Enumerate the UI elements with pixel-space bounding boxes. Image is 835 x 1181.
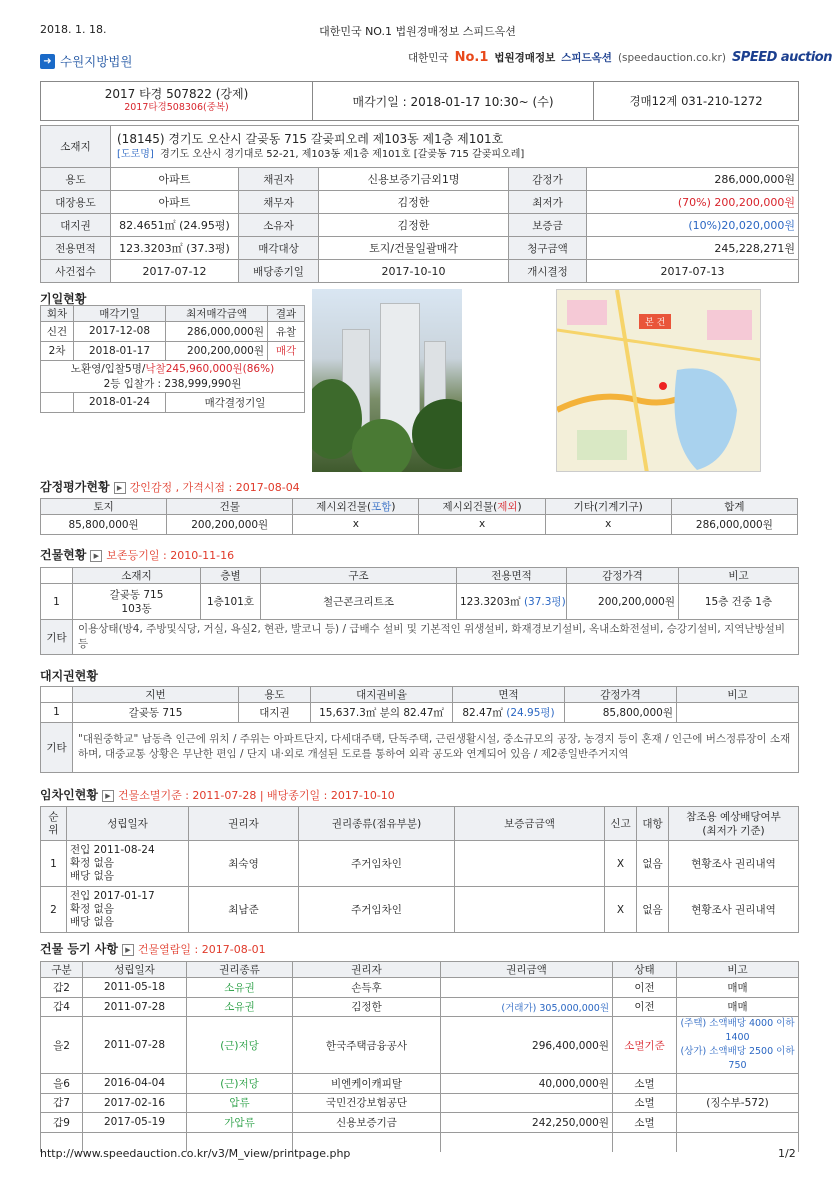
area	[457, 584, 567, 620]
col-header: 순위	[41, 807, 67, 841]
row-number: 1	[41, 703, 73, 723]
right-amount: (거래가) 305,000,000원	[441, 997, 613, 1017]
col-header: 감정가격	[567, 568, 679, 584]
building-location	[73, 584, 201, 620]
right-type: (근)저당	[187, 1017, 293, 1074]
dividend: 현황조사 권리내역	[669, 841, 799, 887]
opposition: 없음	[637, 887, 669, 933]
info-row	[41, 260, 799, 283]
logo-url: (speedauction.co.kr)	[617, 51, 726, 64]
col-header: 신고	[605, 807, 637, 841]
info-value: 245,228,271원	[587, 237, 799, 260]
info-label: 보증금	[509, 214, 587, 237]
registry-table	[40, 961, 799, 1152]
info-value: 아파트	[111, 191, 239, 214]
round: 2차	[41, 341, 74, 361]
building-etc: 이용상태(방4, 주방및식당, 거실, 욕실2, 현관, 발코니 등) / 급배수 설비 및 기본적인 위생설비, 화재경보기설비, 옥내소화전설비, 승강기설비, 지역난방설비 등	[73, 620, 799, 655]
cell: x	[293, 515, 419, 535]
right-type: 소유권	[187, 978, 293, 998]
tenant-sub: 건물소멸기준 : 2011-07-28 | 배당종기일 : 2017-10-10	[117, 789, 395, 802]
second-bid: 2등 입찰가 : 238,999,990원	[103, 377, 242, 390]
info-label: 대장용도	[41, 191, 111, 214]
case-duplicate[interactable]: 2017타경508306(중복)	[124, 102, 229, 113]
col-header	[293, 499, 419, 515]
col-header: 건물	[167, 499, 293, 515]
cell: 286,000,000원	[671, 515, 797, 535]
registry-date: 2017-02-16	[83, 1093, 187, 1113]
land-area	[453, 703, 565, 723]
right-holder: 한국주택금융공사	[293, 1017, 441, 1074]
registry-row	[41, 1017, 799, 1074]
row-number: 1	[41, 584, 73, 620]
col-header: 소재지	[73, 568, 201, 584]
col-header: 비고	[679, 568, 799, 584]
property-info-table	[40, 125, 799, 283]
info-value: 아파트	[111, 168, 239, 191]
area-pyeong: (37.3평)	[523, 596, 566, 608]
arrow-right-icon: ➜	[40, 54, 55, 69]
info-row	[41, 191, 799, 214]
header-part: )	[517, 501, 522, 513]
info-label: 채무자	[239, 191, 319, 214]
right-amount: 40,000,000원	[441, 1074, 613, 1094]
remark-line: (상가) 소액배당 2500 이하 750	[680, 1046, 795, 1071]
result: 유찰	[268, 322, 305, 342]
tenant-section-title	[40, 786, 395, 803]
registry-row	[41, 1074, 799, 1094]
court-link[interactable]	[40, 52, 132, 70]
registry-date: 2011-07-28	[83, 997, 187, 1017]
registry-no: 갑4	[41, 997, 83, 1017]
deposit	[455, 887, 605, 933]
right-amount: 296,400,000원	[441, 1017, 613, 1074]
land-etc: "대원중학교" 남동측 인근에 위치 / 주위는 아파트단지, 다세대주택, 단독주택, 근린생활시설, 중소규모의 공장, 농경지 등이 혼재 / 인근에 버스정류장이 소재하며, 대중교통 상황은 무난한 편임 / 단지 내·외로 개설된 도로를 통하여 외곽 공도와 연계되어 있음 / 제2종일반주거지역	[73, 722, 799, 772]
status: 소멸기준	[613, 1017, 677, 1074]
location-cell	[111, 126, 799, 168]
remarks: 매매	[677, 978, 799, 998]
right-holder: 신용보증기금	[293, 1113, 441, 1133]
status: 소멸	[613, 1074, 677, 1094]
info-row	[41, 168, 799, 191]
price: 200,200,000원	[166, 341, 268, 361]
remarks	[677, 703, 799, 723]
structure: 철근콘크리트조	[261, 584, 457, 620]
play-icon[interactable]: ▶	[102, 790, 114, 802]
col-header: 보증금금액	[455, 807, 605, 841]
footer-url: http://www.speedauction.co.kr/v3/M_view/printpage.php	[40, 1147, 351, 1160]
print-date: 2018. 1. 18.	[40, 23, 107, 36]
info-label: 채권자	[239, 168, 319, 191]
appraisal-table	[40, 498, 798, 535]
col-header: 용도	[239, 687, 311, 703]
area-value: 82.47㎡	[462, 706, 503, 719]
deposit: (10%)20,020,000원	[587, 214, 799, 237]
col-header: 매각기일	[74, 306, 166, 322]
right-type: 압류	[187, 1093, 293, 1113]
header-part: )	[391, 501, 396, 513]
header-part: 제외	[497, 501, 518, 513]
info-label: 사건접수	[41, 260, 111, 283]
col-header: 최저매각금액	[166, 306, 268, 322]
info-value: 2017-07-12	[111, 260, 239, 283]
tenant-table	[40, 806, 799, 933]
auction-section-title: 기일현황	[40, 292, 87, 306]
col-header: 감정가격	[565, 687, 677, 703]
registry-date: 2016-04-04	[83, 1074, 187, 1094]
info-value: 김정한	[319, 214, 509, 237]
case-number: 2017 타경 507822 (강제)	[104, 87, 249, 101]
etc-label: 기타	[41, 722, 73, 772]
date-line: 배당 없음	[70, 916, 114, 928]
col-header	[669, 807, 799, 841]
remark-line: 1400	[725, 1032, 750, 1043]
logo-brand-en: SPEED auction	[731, 50, 832, 65]
cell: 85,800,000원	[41, 515, 167, 535]
appraisal-row	[41, 515, 798, 535]
appraisal-section-title	[40, 478, 300, 495]
building-sub: 보존등기일 : 2010-11-16	[106, 549, 235, 562]
remarks	[677, 1113, 799, 1133]
land-section-title: 대지권현황	[40, 669, 98, 683]
remarks: 매매	[677, 997, 799, 1017]
rank: 1	[41, 841, 67, 887]
registry-row	[41, 997, 799, 1017]
info-value: 2017-07-13	[587, 260, 799, 283]
info-label: 소유자	[239, 214, 319, 237]
court-division: 경매12계 031-210-1272	[594, 82, 799, 121]
logo-no1: No.1	[454, 50, 489, 65]
status: 소멸	[613, 1113, 677, 1133]
col-header	[419, 499, 545, 515]
appraisal-sub: 강인감정 , 가격시점 : 2017-08-04	[129, 481, 300, 494]
registry-date: 2017-05-19	[83, 1113, 187, 1133]
header-part: 포함	[371, 501, 392, 513]
status: 이전	[613, 997, 677, 1017]
registry-row	[41, 1113, 799, 1133]
status: 이전	[613, 978, 677, 998]
minimum-price: (70%) 200,200,000원	[587, 191, 799, 214]
usage: 대지권	[239, 703, 311, 723]
registry-date: 2011-05-18	[83, 978, 187, 998]
registry-section-title	[40, 940, 266, 957]
col-header: 권리종류(점유부분)	[299, 807, 455, 841]
col-header: 비고	[677, 962, 799, 978]
remarks: 15층 건중 1층	[679, 584, 799, 620]
col-header: 토지	[41, 499, 167, 515]
case-header	[40, 81, 799, 121]
map-marker: 본 건	[639, 314, 671, 329]
info-value: 82.4651㎡ (24.95평)	[111, 214, 239, 237]
cell: x	[419, 515, 545, 535]
right-type: 주거임차인	[299, 887, 455, 933]
date: 2018-01-17	[74, 341, 166, 361]
col-header: 회차	[41, 306, 74, 322]
lot-number: 갈곶동 715	[73, 703, 239, 723]
remark-line: (주택) 소액배당 4000 이하	[680, 1018, 795, 1029]
info-label: 감정가	[509, 168, 587, 191]
right-amount	[441, 1093, 613, 1113]
area-value: 123.3203㎡	[460, 596, 521, 608]
tenant-row	[41, 887, 799, 933]
info-value: 김정한	[319, 191, 509, 214]
land-table	[40, 686, 799, 773]
right-amount: 242,250,000원	[441, 1113, 613, 1133]
registry-no: 갑9	[41, 1113, 83, 1133]
date-line: 확정 없음	[70, 857, 114, 869]
registry-no: 을2	[41, 1017, 83, 1074]
info-label: 최저가	[509, 191, 587, 214]
round: 신건	[41, 322, 74, 342]
tenant-row	[41, 841, 799, 887]
right-holder: 비엔케이캐피탈	[293, 1074, 441, 1094]
appraised-price: 200,200,000원	[567, 584, 679, 620]
col-header: 대항	[637, 807, 669, 841]
col-header: 면적	[453, 687, 565, 703]
auction-history-table	[40, 305, 305, 413]
col-header: 구분	[41, 962, 83, 978]
land-ratio: 15,637.3㎡ 분의 82.47㎡	[311, 703, 453, 723]
tenant-title: 임차인현황	[40, 788, 98, 802]
info-label: 매각대상	[239, 237, 319, 260]
registry-row	[41, 1093, 799, 1113]
date-line: 확정 없음	[70, 903, 114, 915]
site-logo	[408, 50, 832, 65]
property-photo[interactable]	[312, 289, 462, 472]
registry-row	[41, 978, 799, 998]
cell: 200,200,000원	[167, 515, 293, 535]
col-header: 지번	[73, 687, 239, 703]
col-header: 성립일자	[67, 807, 189, 841]
decision-label: 매각결정기일	[166, 393, 305, 413]
auction-row	[41, 322, 305, 342]
tenant-name: 최숙영	[189, 841, 299, 887]
col-header: 층별	[201, 568, 261, 584]
header-part: 제시외건물(	[442, 501, 498, 513]
remarks: (징수부-572)	[677, 1093, 799, 1113]
right-type: 소유권	[187, 997, 293, 1017]
court-name: 수원지방법원	[60, 54, 133, 69]
info-value: 토지/건물일괄매각	[319, 237, 509, 260]
land-row	[41, 703, 799, 723]
remarks	[677, 1017, 799, 1074]
appraised-price: 85,800,000원	[565, 703, 677, 723]
building-title: 건물현황	[40, 548, 87, 562]
price: 286,000,000원	[166, 322, 268, 342]
right-holder: 국민건강보험공단	[293, 1093, 441, 1113]
registry-no: 갑2	[41, 978, 83, 998]
right-type: (근)저당	[187, 1074, 293, 1094]
info-row	[41, 214, 799, 237]
col-header: 기타(기계기구)	[545, 499, 671, 515]
right-holder: 손득후	[293, 978, 441, 998]
rank: 2	[41, 887, 67, 933]
tenant-name: 최남준	[189, 887, 299, 933]
col-header: 결과	[268, 306, 305, 322]
col-header: 권리금액	[441, 962, 613, 978]
case-number-cell	[41, 82, 313, 121]
registry-date: 2011-07-28	[83, 1017, 187, 1074]
print-title: 대한민국 NO.1 법원경매정보 스피드옥션	[319, 25, 516, 38]
header-part: 제시외건물(	[316, 501, 372, 513]
road-tag: [도로명]	[117, 148, 154, 160]
area-pyeong: (24.95평)	[506, 706, 555, 719]
building-row	[41, 584, 799, 620]
registry-no: 을6	[41, 1074, 83, 1094]
location-line: 갈곶동 715	[109, 588, 164, 601]
result: 매각	[268, 341, 305, 361]
date-line: 배당 없음	[70, 870, 114, 882]
header-line: 참조용 예상배당여부	[686, 810, 781, 823]
registry-sub: 건물열람일 : 2017-08-01	[137, 943, 266, 956]
info-value: 123.3203㎡ (37.3평)	[111, 237, 239, 260]
info-label: 개시결정	[509, 260, 587, 283]
decision-date: 2018-01-24	[74, 393, 166, 413]
info-value: 신용보증기금외1명	[319, 168, 509, 191]
right-holder: 김정한	[293, 997, 441, 1017]
col-header: 권리종류	[187, 962, 293, 978]
info-label: 전용면적	[41, 237, 111, 260]
info-row	[41, 237, 799, 260]
tenant-dates	[67, 887, 189, 933]
winning-bid: 낙찰245,960,000원(86%)	[145, 362, 275, 375]
col-header: 합계	[671, 499, 797, 515]
date: 2017-12-08	[74, 322, 166, 342]
right-type: 주거임차인	[299, 841, 455, 887]
building-table	[40, 567, 799, 655]
play-icon[interactable]: ▶	[122, 944, 134, 956]
play-icon[interactable]: ▶	[90, 550, 102, 562]
location-label: 소재지	[41, 126, 111, 168]
col-header: 구조	[261, 568, 457, 584]
location-map[interactable]	[556, 289, 761, 472]
sale-date: 매각기일 : 2018-01-17 10:30~ (수)	[313, 82, 594, 121]
info-value: 2017-10-10	[319, 260, 509, 283]
appraisal-title: 감정평가현황	[40, 480, 110, 494]
info-label: 용도	[41, 168, 111, 191]
bid-prefix: 노환영/입찰5명/	[70, 362, 146, 375]
deposit	[455, 841, 605, 887]
info-label: 배당종기일	[239, 260, 319, 283]
report: X	[605, 887, 637, 933]
opposition: 없음	[637, 841, 669, 887]
status: 소멸	[613, 1093, 677, 1113]
registry-title: 건물 등기 사항	[40, 942, 118, 956]
cell: x	[545, 515, 671, 535]
right-type: 가압류	[187, 1113, 293, 1133]
col-header: 전용면적	[457, 568, 567, 584]
logo-mid: 법원경매정보	[494, 52, 556, 64]
info-value: 286,000,000원	[587, 168, 799, 191]
tenant-dates	[67, 841, 189, 887]
report: X	[605, 841, 637, 887]
address: (18145) 경기도 오산시 갈곶동 715 갈곶피오레 제103동 제1층 제101호	[117, 131, 504, 146]
registry-no: 갑7	[41, 1093, 83, 1113]
col-header: 대지권비율	[311, 687, 453, 703]
bid-result	[41, 361, 305, 393]
col-header: 권리자	[293, 962, 441, 978]
page-number: 1/2	[778, 1147, 796, 1160]
logo-brand-kr: 스피드옥션	[561, 52, 612, 64]
info-label: 대지권	[41, 214, 111, 237]
col-header: 성립일자	[83, 962, 187, 978]
remarks	[677, 1074, 799, 1094]
col-header: 권리자	[189, 807, 299, 841]
etc-label: 기타	[41, 620, 73, 655]
col-header: 비고	[677, 687, 799, 703]
right-amount	[441, 978, 613, 998]
auction-row	[41, 341, 305, 361]
date-line: 전입 2011-08-24	[70, 844, 155, 856]
header-line: (최저가 기준)	[702, 824, 765, 837]
logo-prefix: 대한민국	[408, 52, 449, 64]
info-label: 청구금액	[509, 237, 587, 260]
building-section-title	[40, 546, 234, 563]
floor: 1층101호	[201, 584, 261, 620]
date-line: 전입 2017-01-17	[70, 890, 155, 902]
dividend: 현황조사 권리내역	[669, 887, 799, 933]
play-icon[interactable]: ▶	[114, 482, 126, 494]
location-line: 103동	[121, 602, 152, 615]
road-address: 경기도 오산시 경기대로 52-21, 제103동 제1층 제101호 [갈곶동 715 갈곶피오레]	[160, 148, 525, 160]
col-header: 상태	[613, 962, 677, 978]
